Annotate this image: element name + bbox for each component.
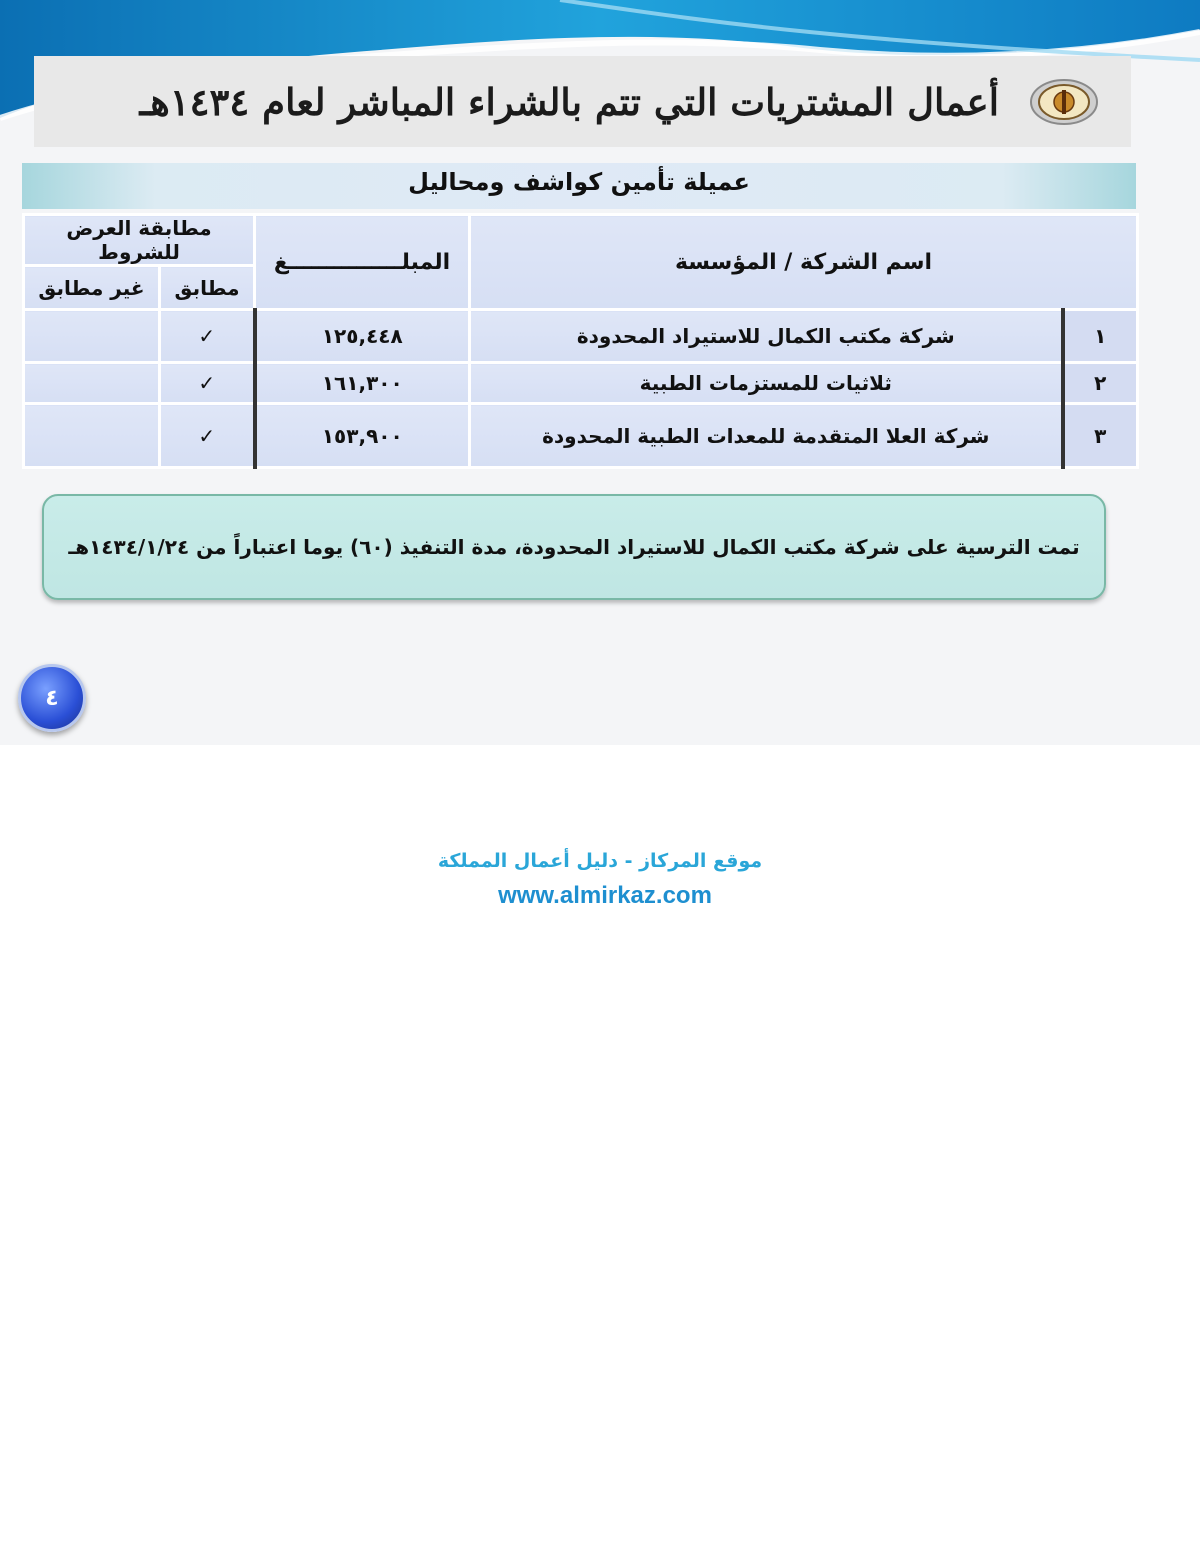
table-row [24,363,1138,404]
header-not-matching: غير مطابق [24,266,160,310]
company-name: ثلاثيات للمستزمات الطبية [470,363,1063,404]
page-title: أعمال المشتريات التي تتم بالشراء المباشر لعام ١٤٣٤هـ [139,79,999,124]
not-matching [24,310,160,363]
page-number-badge: ٤ [18,664,86,732]
header-company: اسم الشركة / المؤسسة [470,215,1138,310]
row-number: ٢ [1063,363,1138,404]
matching-check: ✓ [160,310,255,363]
amount: ١٥٣,٩٠٠ [255,404,470,468]
bids-table [22,213,1139,469]
not-matching [24,363,160,404]
table-header-row [24,215,1138,266]
subject-title: عميلة تأمين كواشف ومحاليل [22,163,1136,209]
table-row [24,404,1138,468]
amount: ١٢٥,٤٤٨ [255,310,470,363]
header-matching: مطابق [160,266,255,310]
award-note-text: تمت الترسية على شركة مكتب الكمال للاستيراد المحدودة، مدة التنفيذ (٦٠) يوما اعتباراً من ١٤٣٤/١/٢٤هـ [68,535,1080,559]
matching-check: ✓ [160,363,255,404]
header-match: مطابقة العرض للشروط [24,215,255,266]
matching-check: ✓ [160,404,255,468]
row-number: ١ [1063,310,1138,363]
company-name: شركة العلا المتقدمة للمعدات الطبية المحدودة [470,404,1063,468]
title-bar [34,56,1131,147]
company-name: شركة مكتب الكمال للاستيراد المحدودة [470,310,1063,363]
row-number: ٣ [1063,404,1138,468]
award-note [42,494,1106,600]
not-matching [24,404,160,468]
amount: ١٦١,٣٠٠ [255,363,470,404]
footer-site-name: موقع المركاز - دليل أعمال المملكة [437,850,763,872]
table-row [24,310,1138,363]
header-amount: المبلـــــــــــــــغ [255,215,470,310]
slide [0,0,1200,745]
footer-url[interactable]: www.almirkaz.com [498,882,712,909]
emblem-icon [1029,76,1099,128]
